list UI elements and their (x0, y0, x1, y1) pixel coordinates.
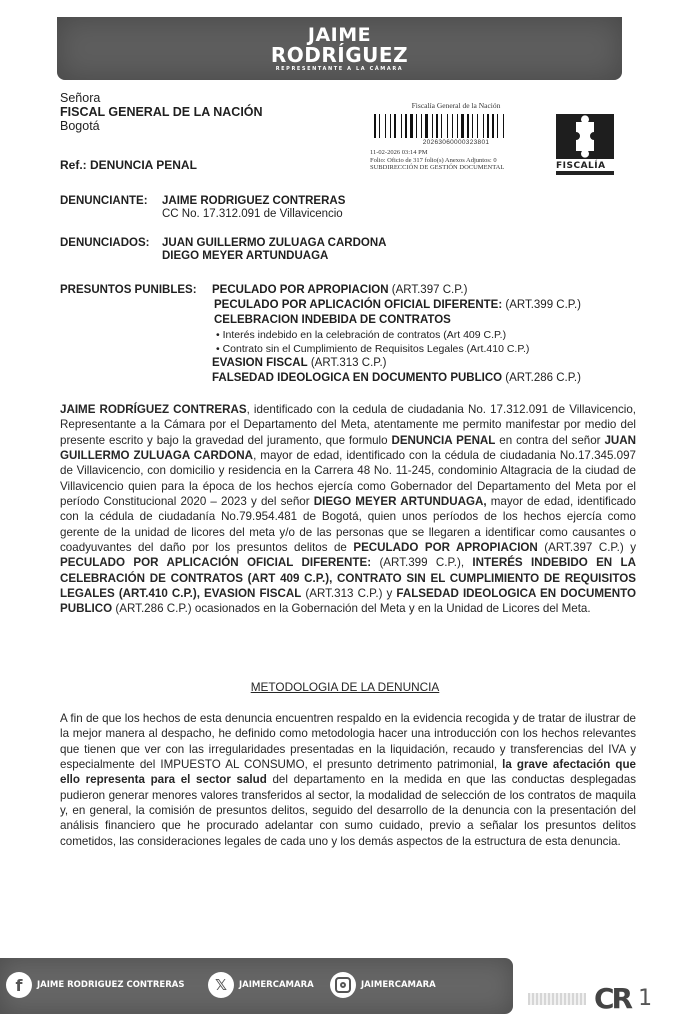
text: mayor de edad, identificado con la cédula de ciudadanía No.79.954.481 de Bogotá, quien unos períodos de los hechos ejercía como gerente de la unidad de licores del meta y/o de las personas que se llegaren a identificar como causantes o coadyuvantes del daño por los presuntos delitos de (60, 495, 636, 555)
barcode-bar (405, 114, 407, 138)
charge-item (212, 283, 581, 298)
barcode-bar (390, 114, 391, 138)
barcode-bar (443, 114, 446, 138)
text: (ART.397 C.P.) y (537, 541, 636, 555)
barcode-bar (505, 114, 507, 138)
text-bold: JUAN GUILLERMO ZULUAGA CARDONA (60, 433, 637, 463)
accused-block (60, 237, 560, 265)
fiscalia-logo (556, 114, 614, 176)
barcode-bar (449, 114, 451, 138)
stamp-office: SUBDIRECCIÓN DE GESTIÓN DOCUMENTAL (370, 164, 505, 171)
facebook-handle: JAIME RODRIGUEZ CONTRERAS (37, 980, 185, 990)
barcode-bar (474, 114, 476, 138)
section-heading: METODOLOGIA DE LA DENUNCIA (250, 680, 440, 694)
barcode-bar (414, 114, 415, 138)
barcode-bar (410, 114, 413, 138)
barcode-bar (457, 114, 458, 138)
barcode-number: 20263060000323801 (422, 139, 490, 146)
reference-label: Ref.: (60, 158, 87, 172)
complainant-block (60, 195, 560, 223)
charge-article: (ART.313 C.P.) (310, 357, 387, 369)
fiscalia-logo-bar (556, 171, 614, 175)
letterhead-logo (57, 26, 622, 72)
barcode-bar (434, 114, 435, 138)
barcode-bar (408, 114, 409, 138)
social-instagram[interactable] (330, 972, 436, 998)
barcode-bar (490, 114, 491, 138)
complainant-label: DENUNCIANTE: (60, 195, 148, 207)
text-bold: PECULADO POR APROPIACION (353, 541, 538, 555)
barcode-bar (467, 114, 469, 138)
barcode-bar (374, 114, 376, 138)
text: , mayor de edad, identificado con la cédula de ciudadania No.17.345.097 de Villavicencio, con domicilio y residencia en la Carrera 48 No. 11-245, condominio Altagracia de la ciudad de Villavicencio quien para la época de los hechos ejercía como Gobernador del Departamento del Meta por el período Constitucional 2020 – 2023 y del señor (60, 449, 636, 509)
barcode-bar (479, 114, 482, 138)
barcode-bar (441, 114, 442, 138)
barcode-bar (421, 114, 422, 138)
barcode-bar (492, 114, 494, 138)
barcode-bar (439, 114, 440, 138)
barcode-bar (454, 114, 456, 138)
barcode-bar (377, 114, 378, 138)
barcode-bar (485, 114, 486, 138)
charge-item (212, 371, 581, 386)
text-bold: la grave afectación que ello representa para el sector salud (60, 758, 636, 787)
social-x[interactable] (208, 972, 314, 998)
stamp-meta (370, 149, 546, 172)
accused-name: DIEGO MEYER ARTUNDUAGA (162, 250, 329, 262)
barcode-bar (483, 114, 484, 138)
charge-name: CELEBRACION INDEBIDA DE CONTRATOS (214, 314, 451, 326)
barcode-bar (459, 114, 460, 138)
charge-item (212, 356, 581, 371)
charges-label: PRESUNTOS PUNIBLES: (60, 284, 197, 296)
charge-name: EVASION FISCAL (212, 357, 308, 369)
barcode-bar (470, 114, 471, 138)
barcode-bar (461, 114, 464, 138)
footer-banner (0, 958, 513, 1014)
barcode (374, 114, 536, 138)
text: (ART.286 C.P.) ocasionados en la Gobernación del Meta y en la Unidad de Licores del Meta. (112, 602, 591, 616)
barcode-bar (465, 114, 466, 138)
charge-name: PECULADO POR APLICACIÓN OFICIAL DIFERENTE: (214, 299, 503, 311)
footer-right (528, 982, 652, 1015)
barcode-bar (394, 114, 396, 138)
letterhead-name-line2: RODRÍGUEZ (270, 43, 409, 67)
puzzle-icon (556, 114, 614, 159)
barcode-bar (385, 114, 386, 138)
barcode-bar (499, 114, 502, 138)
charge-item (214, 313, 581, 328)
barcode-bar (381, 114, 384, 138)
barcode-bar (425, 114, 428, 138)
text: , identificado con la cedula de ciudadania No. 17.312.091 de Villavicencio, Representante a la Cámara por el Departamento del Meta, atentamente me permito manifestar por medio del presente escrito y bajo la gravedad del juramento, que formulo (60, 403, 636, 447)
fiscalia-logo-text: FISCALÍA (556, 161, 606, 171)
accused-name: JUAN GUILLERMO ZULUAGA CARDONA (162, 237, 387, 249)
charge-name: FALSEDAD IDEOLOGICA EN DOCUMENTO PUBLICO (212, 372, 503, 384)
x-icon: 𝕏 (208, 972, 234, 998)
text-bold: JAIME RODRÍGUEZ CONTRERAS (60, 403, 247, 416)
social-facebook[interactable] (6, 972, 184, 998)
barcode-bar (432, 114, 433, 138)
barcode-bar (397, 114, 400, 138)
stamp-header: Fiscalía General de la Nación (411, 101, 501, 110)
barcode-bar (418, 114, 420, 138)
text: (ART.399 C.P.), (371, 556, 473, 570)
charge-item (214, 298, 581, 313)
complainant-id: CC No. 17.312.091 de Villavicencio (162, 208, 343, 220)
barcode-bar (495, 114, 496, 138)
barcode-bar (403, 114, 404, 138)
barcode-bar (379, 114, 380, 138)
text-bold: FALSEDAD IDEOLOGICA EN DOCUMENTO PUBLICO (60, 587, 636, 616)
letterhead-subtitle: REPRESENTANTE A LA CÁMARA (275, 66, 404, 72)
barcode-bar (487, 114, 489, 138)
body-paragraph-1 (60, 402, 636, 617)
barcode-bar (447, 114, 448, 138)
recipient-salutation: Señora (60, 91, 101, 105)
charges-list (212, 283, 581, 386)
barcode-bar (429, 114, 431, 138)
barcode-bar (436, 114, 438, 138)
letterhead-name-line1: JAIME (307, 24, 372, 46)
recipient-city: Bogotá (60, 119, 100, 133)
barcode-bar (497, 114, 498, 138)
faint-watermark (528, 993, 586, 1005)
reference-line (60, 158, 197, 172)
charge-name: PECULADO POR APROPIACION (212, 284, 389, 296)
instagram-handle: JAIMERCAMARA (361, 980, 436, 990)
recipient-title: FISCAL GENERAL DE LA NACIÓN (60, 105, 263, 119)
barcode-bar (472, 114, 473, 138)
reference-value: DENUNCIA PENAL (90, 158, 197, 172)
text: en contra del señor (495, 433, 605, 447)
barcode-bar (503, 114, 504, 138)
text: del departamento en la medida en que las conductas desplegadas pudieron generar menores valores transferidos al sector, la modalidad de selección de los contratos de maquila y, en general, la comisión de presuntos delitos, seguido del desarrollo de la denuncia con la presentación del análisis financiero que he procurado adelantar con sumo cuidado, previo a señalar los presuntos delitos cometidos, las consideraciones legales de cada uno y los demás aspectos de la estructura de esta denuncia. (60, 773, 636, 848)
charge-article: (ART.399 C.P.) (505, 299, 581, 311)
charge-subitem: • Interés indebido en la celebración de contratos (Art 409 C.P.) (216, 329, 507, 341)
barcode-bar (387, 114, 389, 138)
monogram-logo: CR (594, 982, 631, 1015)
stamp-datetime: 11-02-2026 03:14 PM (370, 149, 428, 156)
instagram-icon (330, 972, 356, 998)
barcode-bar (452, 114, 453, 138)
text: (ART.313 C.P.) y (301, 587, 397, 601)
barcode-bar (423, 114, 424, 138)
letterhead-banner (57, 17, 622, 80)
x-handle: JAIMERCAMARA (239, 980, 314, 990)
text-bold: DENUNCIA PENAL (391, 433, 496, 447)
text: A fin de que los hechos de esta denuncia encuentren respaldo en la evidencia recogida y de tratar de ilustrar de la mejor manera al despacho, he definido como metodologia hacer una introducción con los hechos relevantes que tienen que ver con las irregularidades presentadas en la liquidación, recaudo y transferencias del IVA y especialmente del IMPUESTO AL CONSUMO, el presunto detrimento patrimonial, (60, 712, 636, 772)
barcode-bar (477, 114, 478, 138)
stamp-folios: Folio: Oficio de 317 folio(s) Anexos Adjuntos: 0 (370, 156, 497, 164)
page-number: 1 (638, 986, 653, 1011)
complainant-name: JAIME RODRIGUEZ CONTRERAS (162, 195, 346, 207)
text-bold: INTERÉS INDEBIDO EN LA CELEBRACIÓN DE CONTRATOS (ART 409 C.P.), CONTRATO SIN EL CUMPLIMIENTO DE REQUISITOS LEGALES (ART.410 C.P.), EVASION FISCAL (60, 556, 637, 601)
charge-article: (ART.397 C.P.) (391, 284, 468, 296)
filing-stamp (366, 101, 546, 172)
body-paragraph-2 (60, 711, 636, 849)
barcode-bar (401, 114, 402, 138)
barcode-bar (392, 114, 393, 138)
facebook-icon: f (6, 972, 32, 998)
accused-label: DENUNCIADOS: (60, 237, 150, 249)
text-bold: PECULADO POR APLICACIÓN OFICIAL DIFERENTE: (60, 556, 372, 570)
charge-subitem: • Contrato sin el Cumplimiento de Requisitos Legales (Art.410 C.P.) (216, 343, 530, 355)
text-bold: DIEGO MEYER ARTUNDUAGA, (313, 495, 487, 509)
recipient-block (60, 91, 263, 133)
charge-article: (ART.286 C.P.) (505, 372, 581, 384)
barcode-bar (416, 114, 417, 138)
